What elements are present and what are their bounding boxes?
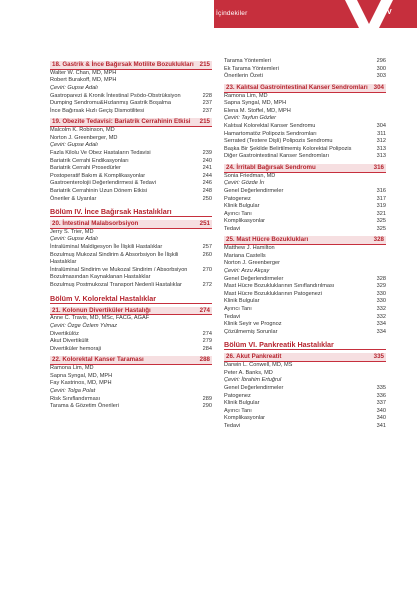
chapter-heading[interactable] — [50, 118, 212, 127]
toc-entry-page: 300 — [376, 65, 386, 72]
page-header — [0, 0, 417, 52]
toc-entry-title: Genel Değerlendirmeler — [224, 275, 284, 282]
toc-entry[interactable] — [224, 400, 386, 408]
chapter-number: 19. — [52, 118, 61, 126]
chapter-title: Obezite Tedavisi: Bariatrik Cerrahinin Etkisi — [62, 118, 191, 126]
toc-entry-title: İntralüminal Maldigesyon İle İlişkili Hastalıklar — [50, 244, 163, 251]
author-name: Norton J. Greenberger — [224, 260, 280, 267]
author-name: Matthew J. Hamilton — [224, 245, 275, 252]
toc-entry-title: Hamartomatöz Polipozis Sendromları — [224, 130, 317, 137]
chapter-heading[interactable] — [224, 84, 386, 93]
toc-entry-page: 296 — [376, 58, 386, 64]
author-name: Anne C. Travis, MD, MSc, FACG, AGAF — [50, 315, 150, 322]
toc-entry-title: Dumping Sendromu&Hızlanmış Gastrik Boşalma — [50, 100, 171, 107]
translator-credit: Çeviri: Tolga Polat — [50, 387, 96, 394]
toc-entry-page: 270 — [202, 266, 212, 273]
author-name: Darwin L. Conwell, MD, MS — [224, 362, 293, 369]
toc-entry-page: 334 — [376, 328, 386, 335]
part-heading: Bölüm V. Kolorektal Hastalıklar — [50, 294, 212, 304]
chapter-row — [50, 61, 212, 69]
toc-entry-title: Ayırıcı Tanı — [224, 306, 252, 313]
toc-entry-page: 279 — [202, 338, 212, 345]
chapter-title-wrap — [52, 220, 200, 228]
chapter-page: 316 — [373, 163, 384, 171]
toc-entry-title: Klinik Bulgular — [224, 203, 260, 210]
toc-entry-page: 304 — [376, 122, 386, 129]
author-name: Malcolm K. Robinson, MD — [50, 127, 115, 134]
author-name: Elena M. Stoffel, MD, MPH — [224, 107, 291, 114]
toc-entry-title: Bariatrik Cerrahi Endikasyonları — [50, 157, 129, 164]
toc-entry[interactable] — [50, 267, 212, 282]
translator-credit: Çeviri: Özge Özlem Yılmaz — [50, 323, 118, 330]
toc-entry-title: Tedavi — [224, 225, 241, 232]
toc-entry-title: Bozulmuş Mukozal Sindirim & Absorbsiyon İle İlişkili Hastalıklar — [50, 251, 179, 266]
toc-entry-title: Öneriler & Uyarılar — [50, 195, 97, 202]
author-name: Peter A. Banks, MD — [224, 369, 273, 376]
chapter-number: 23. — [226, 83, 235, 91]
toc-entry-title: Mast Hücre Bozukluklarının Sınıflandırılması — [224, 283, 335, 290]
toc-entry-title: Divertiküler hemoraji — [50, 345, 101, 352]
toc-entry-title: Komplikasyonlar — [224, 218, 266, 225]
chapter-page: 215 — [199, 61, 210, 68]
translator-credit: Çeviri: Gupse Adalı — [50, 84, 98, 91]
toc-entry-title: Risk Sınıflandırması — [50, 395, 101, 402]
toc-entry[interactable] — [50, 180, 212, 188]
toc-entry[interactable] — [50, 188, 212, 196]
chapter-number: 24. — [226, 163, 235, 171]
chapter-number: 21. — [52, 306, 61, 314]
toc-entry-page: 241 — [202, 165, 212, 172]
toc-entry-title: Genel Değerlendirmeler — [224, 187, 284, 194]
toc-entry-title: Ayırıcı Tanı — [224, 407, 252, 414]
chapter-title-wrap — [52, 356, 200, 364]
chapter-row — [50, 118, 212, 126]
chapter-title: Kolorektal Kanser Taraması — [62, 356, 144, 364]
toc-entry[interactable] — [224, 408, 386, 416]
toc-entry[interactable] — [50, 252, 212, 267]
chapter-row — [224, 236, 386, 244]
toc-entry[interactable] — [50, 244, 212, 252]
translator-credit: Çeviri: Gözde İrı — [224, 180, 265, 187]
author-name: Walter W. Chan, MD, MPH — [50, 69, 117, 76]
toc-entry[interactable] — [50, 196, 212, 204]
chapter-title-wrap — [52, 307, 200, 315]
toc-entry-title: Kalıtsal Kolorektal Kanser Sendromu — [224, 122, 316, 129]
author-name: Jerry S. Trier, MD — [50, 228, 94, 235]
chapter-heading[interactable] — [224, 236, 386, 245]
toc-entry[interactable] — [224, 138, 386, 146]
chapter-title-wrap — [226, 236, 374, 244]
toc-entry[interactable] — [224, 329, 386, 337]
part-heading: Bölüm IV. İnce Bağırsak Hastalıkları — [50, 207, 212, 217]
toc-entry[interactable] — [224, 298, 386, 306]
chapter-title: Akut Pankreatit — [236, 353, 282, 361]
toc-entry[interactable] — [224, 123, 386, 131]
chapter-heading[interactable] — [224, 353, 386, 362]
toc-entry-page: 329 — [376, 283, 386, 290]
toc-entry[interactable] — [50, 331, 212, 339]
toc-entry-page: 303 — [376, 73, 386, 80]
toc-entry-title: Akut Divertikülit — [50, 338, 89, 345]
toc-entry-title: Klinik Bulgular — [224, 400, 260, 407]
chapter-row — [224, 353, 386, 361]
toc-entry[interactable] — [224, 393, 386, 401]
author-name: Ramona Lim, MD — [224, 92, 268, 99]
chapter-number: 26. — [226, 353, 235, 361]
toc-entry-title: Diğer Gastrointestinal Kanser Sendromları — [224, 153, 330, 160]
author-name: Norton J. Greenberger, MD — [50, 134, 118, 141]
toc-entry-title: Bariatrik Cerrahinin Uzun Dönem Etkisi — [50, 187, 147, 194]
toc-entry[interactable] — [50, 346, 212, 354]
chapter-number: 20. — [52, 220, 61, 228]
toc-entry-page: 340 — [376, 415, 386, 422]
toc-entry[interactable] — [50, 165, 212, 173]
toc-entry-page: 317 — [376, 195, 386, 202]
toc-entry[interactable] — [50, 338, 212, 346]
toc-right-column — [224, 58, 386, 431]
toc-entry[interactable] — [224, 131, 386, 139]
toc-entry-title: Komplikasyonlar — [224, 415, 266, 422]
chapter-title-wrap — [52, 61, 200, 69]
toc-entry[interactable] — [224, 218, 386, 226]
toc-entry-page: 325 — [376, 225, 386, 232]
toc-entry-page: 257 — [202, 244, 212, 251]
toc-entry-page: 260 — [202, 251, 212, 258]
chapter-row — [224, 84, 386, 92]
toc-entry-title: Tarama Yöntemleri — [224, 58, 271, 64]
chapter-page: 335 — [373, 353, 384, 361]
toc-entry[interactable] — [224, 226, 386, 234]
toc-entry[interactable] — [224, 385, 386, 393]
toc-entry[interactable] — [224, 423, 386, 431]
toc-entry-page: 239 — [202, 149, 212, 156]
toc-entry-page: 330 — [376, 290, 386, 297]
header-notch-inner — [357, 0, 381, 24]
translator-credit: Çeviri: Gupse Adalı — [50, 142, 98, 149]
toc-entry[interactable] — [224, 321, 386, 329]
author-name: Mariana Castells — [224, 252, 266, 259]
chapter-row — [50, 220, 212, 228]
chapter-title: Kalıtsal Gastrointestinal Kanser Sendromları — [236, 83, 368, 91]
toc-entry-title: Klinik Seyir ve Prognoz — [224, 321, 282, 328]
toc-entry-page: 313 — [376, 153, 386, 160]
toc-entry-title: Bozulmuş Postmukozal Transport Nedenli Hastalıklar — [50, 282, 182, 289]
toc-entry-page: 237 — [202, 107, 212, 114]
toc-entry[interactable] — [224, 58, 386, 66]
chapter-title-wrap — [226, 84, 374, 92]
toc-entry-page: 240 — [202, 157, 212, 164]
toc-entry-title: Serrated (Testere Dişli) Polipozis Sendromu — [224, 138, 333, 145]
toc-entry-title: Tedavi — [224, 313, 241, 320]
chapter-title-wrap — [226, 164, 374, 172]
chapter-number: 18. — [52, 61, 61, 68]
toc-entry[interactable] — [224, 203, 386, 211]
chapter-row — [224, 164, 386, 172]
chapter-title-wrap — [226, 353, 374, 361]
toc-entry-title: Fazla Kilolu Ve Obez Hastaların Tedavisi — [50, 149, 151, 156]
author-name: Ramona Lim, MD — [50, 365, 94, 372]
chapter-number: 22. — [52, 356, 61, 364]
toc-entry-page: 312 — [376, 138, 386, 145]
toc-entry[interactable] — [224, 196, 386, 204]
toc-entry[interactable] — [50, 93, 212, 101]
toc-entry[interactable] — [224, 211, 386, 219]
toc-entry-title: İntralüminal Sindirim ve Mukozal Sindirim / Absorbsiyon Bozulmasından Kaynaklanan Hastalıklar — [50, 266, 188, 281]
author-name: Sapna Syngal, MD, MPH — [224, 100, 287, 107]
toc-entry-title: Genel Değerlendirmeler — [224, 384, 284, 391]
header-title: İçindekiler — [216, 10, 248, 17]
toc-entry-page: 319 — [376, 203, 386, 210]
toc-entry[interactable] — [224, 314, 386, 322]
chapter-title: Mast Hücre Bozuklukları — [236, 236, 309, 244]
toc-entry[interactable] — [50, 100, 212, 108]
part-heading: Bölüm VI. Pankreatik Hastalıklar — [224, 340, 386, 350]
translator-credit: Çeviri: Arzu Akçay — [224, 268, 270, 275]
toc-entry-page: 328 — [376, 275, 386, 282]
chapter-page: 304 — [373, 83, 384, 91]
toc-entry-title: Gastroenterolojii Değerlendirmesi & Tedavi — [50, 180, 156, 187]
toc-entry-page: 337 — [376, 400, 386, 407]
toc-entry-page: 311 — [377, 130, 386, 137]
toc-entry-title: Ek Tarama Yöntemleri — [224, 65, 279, 72]
toc-entry-page: 228 — [202, 92, 212, 99]
toc-entry[interactable] — [224, 415, 386, 423]
toc-entry-title: Gastroparezi & Kronik İntestinal Psödo-Obstrüksiyon — [50, 92, 181, 99]
toc-entry-title: Tarama & Gözetim Önerileri — [50, 403, 120, 410]
author-name: Sapna Syngal, MD, MPH — [50, 372, 113, 379]
toc-entry-title: Mast Hücre Bozukluklarının Patogenezi — [224, 290, 322, 297]
toc-entry-page: 321 — [376, 210, 386, 217]
toc-entry-title: Çözülmemiş Sorunlar — [224, 328, 278, 335]
toc-entry[interactable] — [50, 282, 212, 290]
toc-entry[interactable] — [50, 108, 212, 116]
chapter-title: Gastrik & İnce Bağırsak Motilite Bozuklukları — [62, 61, 194, 68]
toc-entry-title: Patogenez — [224, 392, 251, 399]
chapter-title: İntestinal Malabsorbsiyon — [62, 220, 139, 228]
toc-entry-page: 248 — [202, 187, 212, 194]
toc-entry-page: 237 — [202, 100, 212, 107]
author-name: Fay Kastrinos, MD, MPH — [50, 380, 112, 387]
toc-entry-page: 334 — [376, 321, 386, 328]
toc-entry[interactable] — [224, 291, 386, 299]
toc-entry-page: 340 — [376, 407, 386, 414]
chapter-title: İrritabl Bağırsak Sendromu — [236, 163, 316, 171]
chapter-heading[interactable] — [50, 356, 212, 365]
toc-entry-title: Klinik Bulgular — [224, 298, 260, 305]
toc-entry-title: Patogenez — [224, 195, 251, 202]
toc-entry[interactable] — [224, 283, 386, 291]
toc-entry[interactable] — [224, 153, 386, 161]
chapter-page: 251 — [199, 220, 210, 228]
toc-entry[interactable] — [224, 306, 386, 314]
toc-entry[interactable] — [50, 173, 212, 181]
toc-entry-title: Tedavi — [224, 422, 241, 429]
toc-entry-title: Başka Bir Şekilde Belirtilmemiş Kolorektal Polipozis — [224, 145, 352, 152]
chapter-page: 288 — [199, 356, 210, 364]
toc-entry-page: 290 — [202, 403, 212, 410]
toc-entry-title: Ayırıcı Tanı — [224, 210, 252, 217]
author-name: Robert Burakoff, MD, MPH — [50, 77, 117, 84]
toc-entry-page: 325 — [376, 218, 386, 225]
toc-entry-title: Divertikülöz — [50, 330, 79, 337]
chapter-row — [50, 356, 212, 364]
toc-entry-page: 289 — [202, 395, 212, 402]
chapter-heading[interactable] — [50, 220, 212, 229]
author-name: Sonia Friedman, MD — [224, 172, 276, 179]
chapter-title-wrap — [52, 118, 200, 126]
toc-entry[interactable] — [224, 276, 386, 284]
toc-entry[interactable] — [50, 150, 212, 158]
chapter-page: 328 — [373, 236, 384, 244]
chapter-title: Kolonun Divertiküler Hastalığı — [62, 306, 151, 314]
toc-entry[interactable] — [224, 188, 386, 196]
toc-entry-title: Bariatrik Cerrahi Prosedürler — [50, 165, 121, 172]
toc-entry-page: 335 — [376, 384, 386, 391]
chapter-heading[interactable] — [50, 61, 212, 70]
chapter-heading[interactable] — [50, 307, 212, 316]
toc-left-column — [50, 58, 212, 411]
toc-entry-page: 244 — [202, 172, 212, 179]
translator-credit: Çeviri: İbrahim Ertuğrul — [224, 377, 282, 384]
toc-entry-page: 246 — [202, 180, 212, 187]
chapter-row — [50, 307, 212, 315]
toc-entry-page: 274 — [202, 330, 212, 337]
header-page-roman: V — [387, 9, 392, 16]
toc-entry-page: 332 — [376, 313, 386, 320]
toc-entry[interactable] — [224, 146, 386, 154]
toc-entry-title: Postoperatif Bakım & Komplikasyonlar — [50, 172, 146, 179]
toc-entry[interactable] — [224, 73, 386, 81]
toc-entry-title: İnce Bağırsak Hızlı Geçiş Dismotilitesi — [50, 107, 145, 114]
toc-entry-page: 341 — [376, 422, 386, 429]
toc-entry-page: 336 — [376, 392, 386, 399]
toc-entry-page: 313 — [376, 145, 386, 152]
chapter-number: 25. — [226, 236, 235, 244]
toc-entry-title: Önerilerin Özeti — [224, 73, 263, 80]
toc-entry-page: 332 — [376, 306, 386, 313]
toc-entry-page: 272 — [202, 282, 212, 289]
toc-entry-page: 250 — [202, 195, 212, 202]
translator-credit: Çeviri: Tayfun Gözler — [224, 115, 277, 122]
chapter-page: 215 — [199, 118, 210, 126]
toc-entry-page: 284 — [202, 345, 212, 352]
translator-credit: Çeviri: Gupse Adalı — [50, 236, 98, 243]
toc-entry[interactable] — [50, 403, 212, 411]
toc-entry[interactable] — [50, 158, 212, 166]
toc-entry-page: 330 — [376, 298, 386, 305]
chapter-page: 274 — [199, 306, 210, 314]
toc-entry-page: 316 — [376, 187, 386, 194]
chapter-heading[interactable] — [224, 164, 386, 173]
